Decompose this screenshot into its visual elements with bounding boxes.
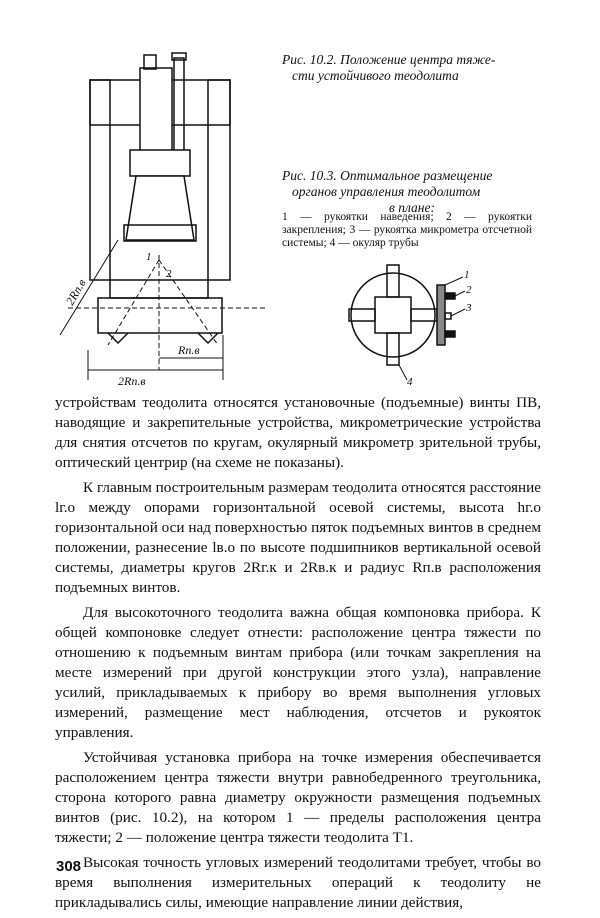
marker-2: 2 [166,268,172,280]
paragraph: Устойчивая установка прибора на точке измерения обеспечивается расположением центра тяжести внутри равнобедренного треугольника, сторона которого равна диаметру окружности размещения подъемных винтов (рис. 10.2), на котором 1 — пределы расположения центра тяжести; 2 — положение центра тяжести теодолита Т1. [55,749,541,846]
figure-10-3-legend: 1 — рукоятки наведения; 2 — рукоятки закрепления; 3 — рукоятка микрометра отсчетной системы; 4 — окуляр трубы [282,211,532,249]
fig3-label-2: 2 [466,284,472,296]
page-number: 308 [56,858,82,875]
body-text [55,393,541,918]
paragraph: Для высокоточного теодолита важна общая компоновка прибора. К общей компоновке следует отнести: расположение центра тяжести по отношению к подъемным винтам прибора (или точкам закрепления на месте измерений при другой конструкции этого узла), направление усилий, прикладываемых к прибору во время выполнения угловых измерений, размещение мест наблюдения, отсчетов и рукояток управления. [55,604,541,741]
label-2r-diag: 2Rп.в [62,276,89,308]
label-2r-bottom: 2Rп.в [118,374,146,388]
paragraph: устройствам теодолита относятся установочные (подъемные) винты ПВ, наводящие и закрепительные устройства, микрометрические устройства для снятия отсчетов по кругам, окулярный микрометр зрительной трубы, оптический центрир (на схеме не показаны). [55,394,541,471]
theodolite-body [90,53,230,343]
figure-10-3 [345,255,475,385]
marker-1: 1 [146,251,152,263]
figure-10-2-caption: Рис. 10.2. Положение центра тяже- сти устойчивого теодолита [282,52,496,83]
figure-10-2 [48,50,268,390]
figure-10-3-caption: Рис. 10.3. Оптимальное размещение органов управления теодолитом в плане: [282,168,493,215]
label-r: Rп.в [178,343,200,357]
paragraph: К главным построительным размерам теодолита относятся расстояние lг.о между опорами горизонтальной осевой системы, высота hг.о горизонтальной оси над поверхностью пяток подъемных винтов в среднем положении, разнесение lв.о по высоте подшипников вертикальной осевой системы, диаметры кругов 2Rг.к и 2Rв.к и радиус Rп.в расположения подъемных винтов. [55,479,541,596]
fig3-label-3: 3 [466,302,472,314]
fig3-label-1: 1 [464,269,470,281]
paragraph: Высокая точность угловых измерений теодолитами требует, чтобы во время выполнения измерительных операций к теодолиту не прикладывались силы, имеющие направление линии действия, [55,854,541,911]
fig3-label-4: 4 [407,376,413,385]
dimension-lines [60,240,223,380]
